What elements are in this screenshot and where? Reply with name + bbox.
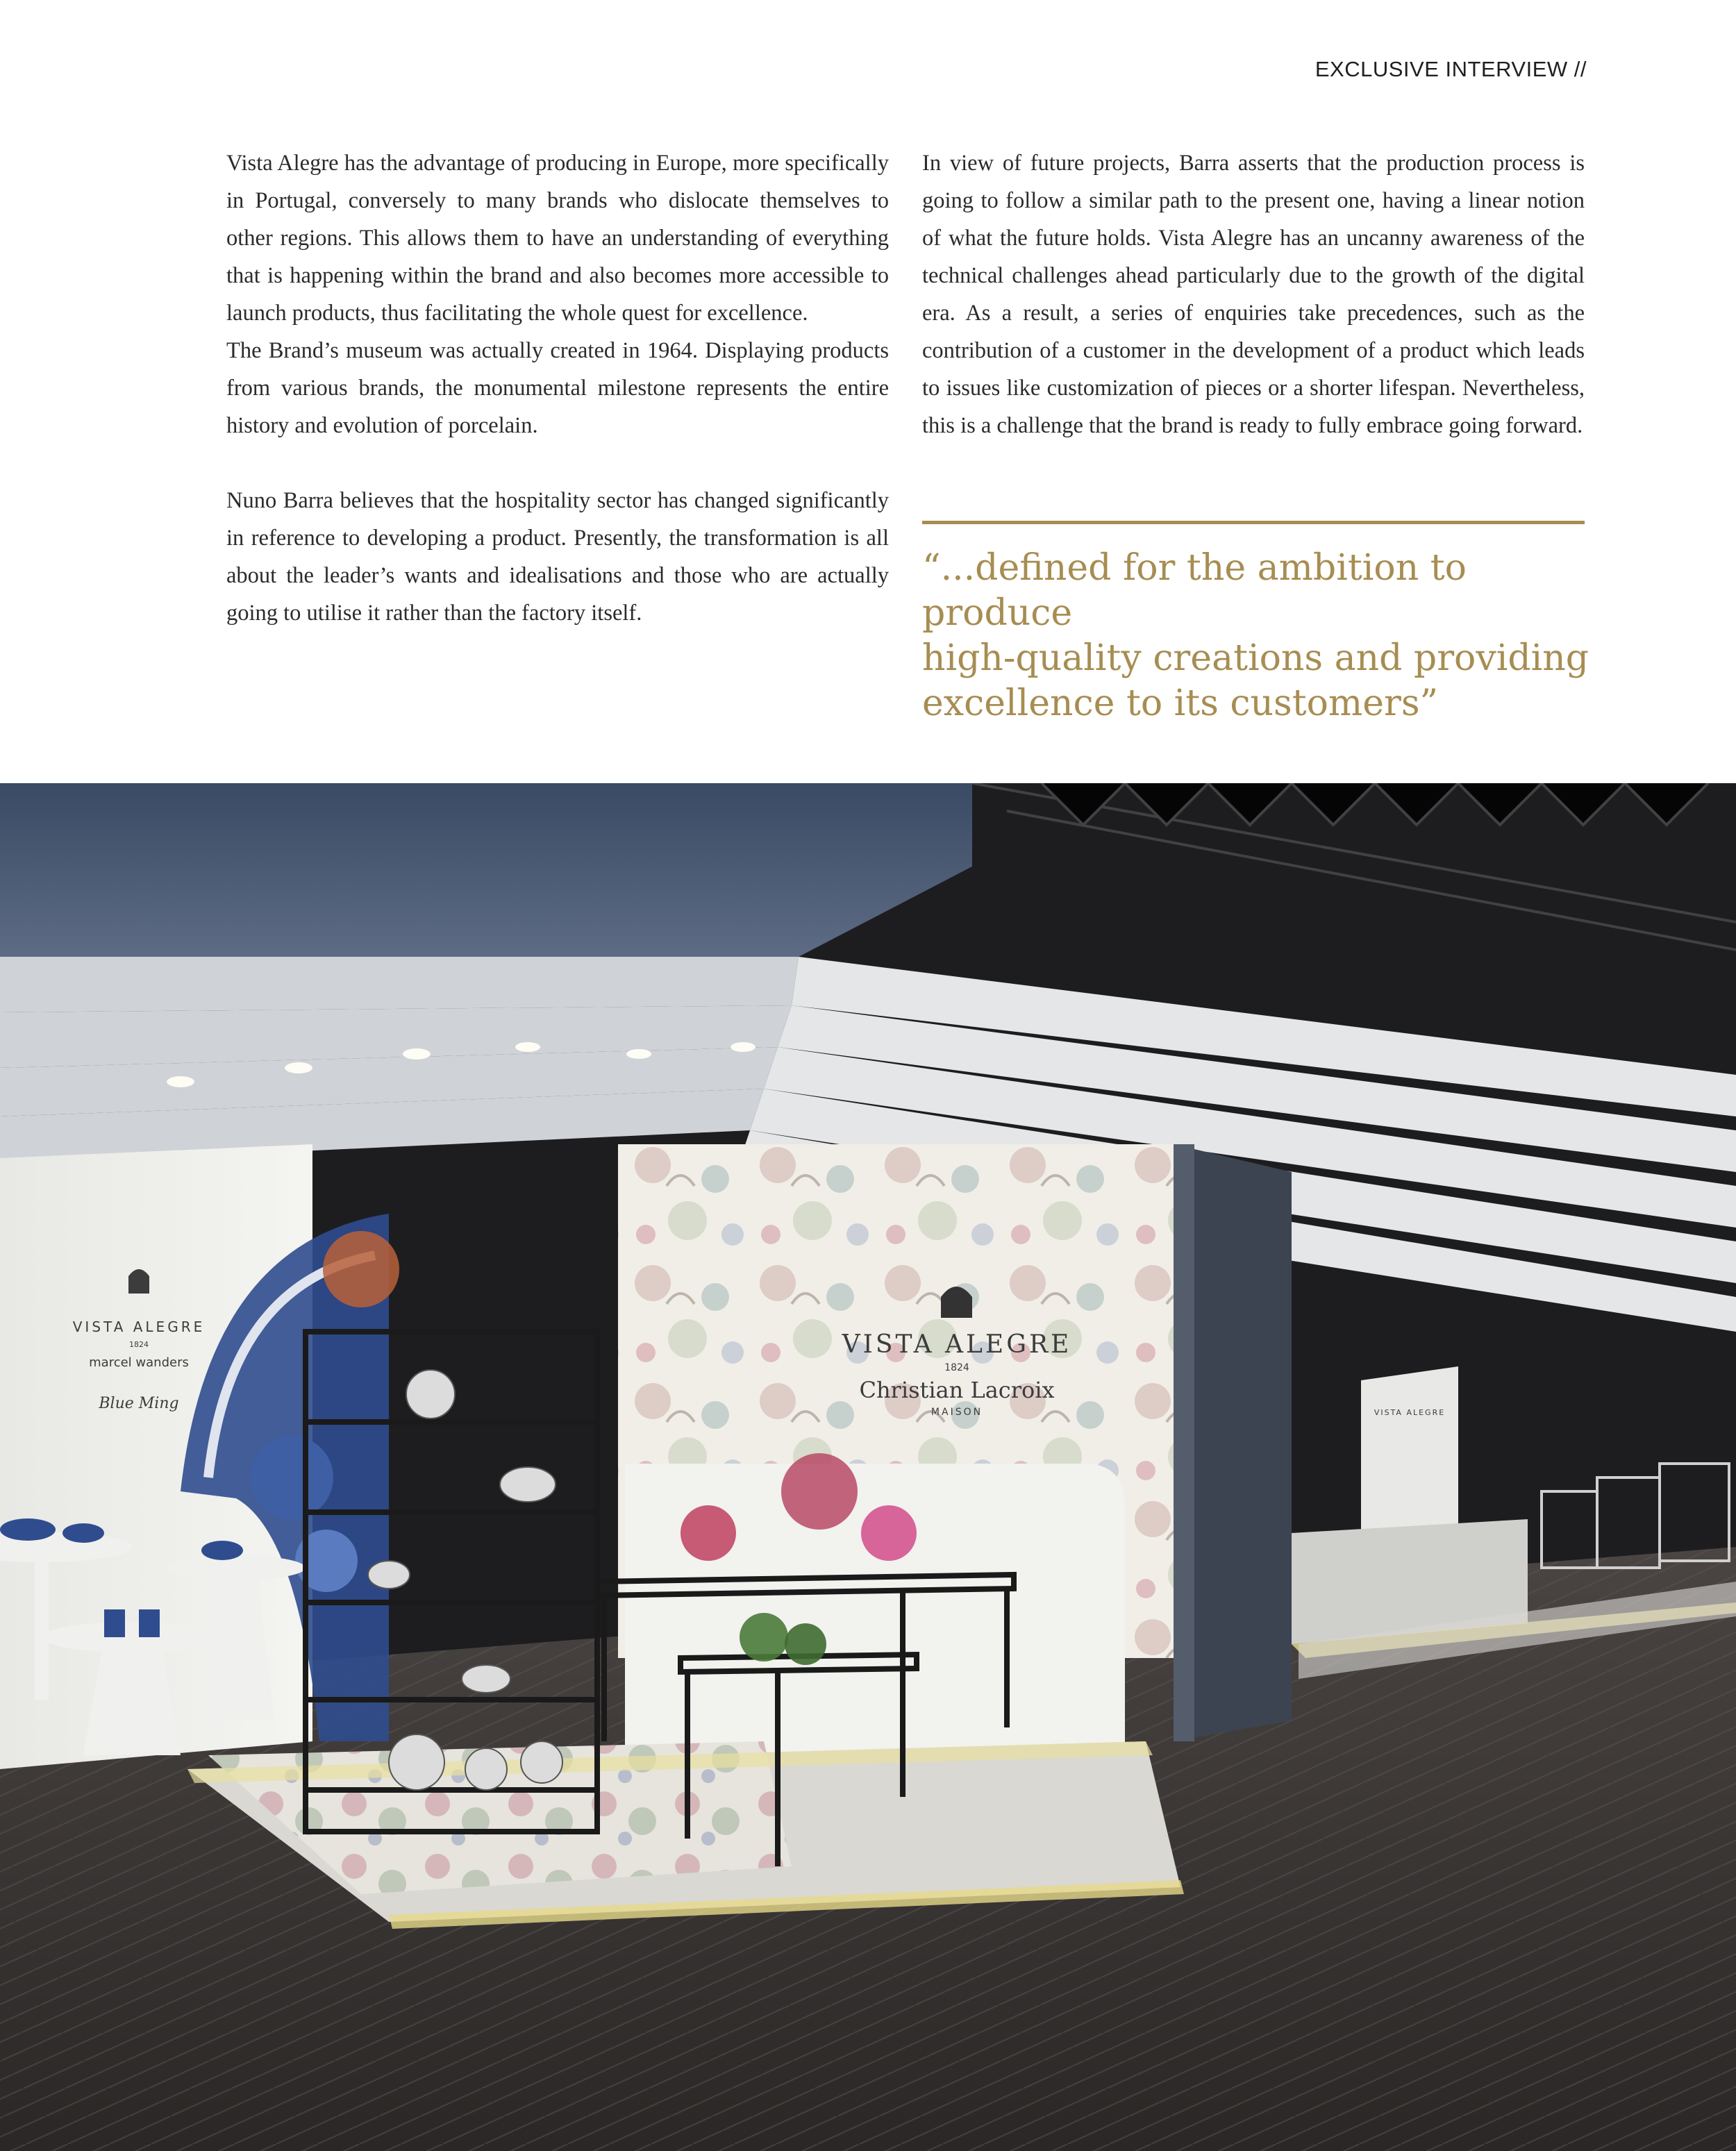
left-wall-year: 1824 xyxy=(129,1340,149,1349)
center-wall-year: 1824 xyxy=(944,1362,969,1373)
section-header: EXCLUSIVE INTERVIEW // xyxy=(1314,57,1587,81)
center-wall-sub: MAISON xyxy=(930,1407,983,1418)
center-wall-brand: VISTA ALEGRE xyxy=(842,1330,1072,1359)
left-text-column xyxy=(226,144,889,632)
vista-alegre-crown-icon xyxy=(128,1269,149,1294)
left-wall-brand: VISTA ALEGRE xyxy=(72,1319,206,1335)
left-wall-collection: Blue Ming xyxy=(99,1395,179,1412)
pull-quote-rule xyxy=(922,521,1585,524)
exhibition-stand-photo xyxy=(0,783,1736,2151)
right-text-column xyxy=(922,144,1585,444)
pull-quote-line-3: excellence to its customers” xyxy=(922,683,1439,724)
left-paragraph-1: Vista Alegre has the advantage of producing in Europe, more specifically in Portugal, conversely to many brands who dislocate themselves to other regions. This allows them to have an understanding of everything that is happening within the brand and also becomes more accessible to launch products, thus facilitating the whole quest for excellence. xyxy=(226,151,889,326)
center-wall-collab: Christian Lacroix xyxy=(859,1377,1055,1403)
left-paragraph-3: Nuno Barra believes that the hospitality sector has changed significantly in reference to developing a product. Presently, the transformation is all about the leader’s wants and idealisations and those who are actually going to utilise it rather than the factory itself. xyxy=(226,488,889,626)
right-paragraph-1: In view of future projects, Barra asserts that the production process is going to follow a similar path to the present one, having a linear notion of what the future holds. Vista Alegre has an uncanny awareness of the technical challenges ahead particularly due to the growth of the digital era. As a result, a series of enquiries take precedences, such as the contribution of a customer in the development of a product which leads to issues like customization of pieces or a shorter lifespan. Nevertheless, this is a challenge that the brand is ready to fully embrace going forward. xyxy=(922,151,1585,438)
pull-quote-line-2: high-quality creations and providing xyxy=(922,637,1589,679)
pull-quote-line-1: “...defined for the ambition to produce xyxy=(922,547,1467,634)
pull-quote xyxy=(922,546,1603,726)
left-paragraph-2: The Brand’s museum was actually created in 1964. Displaying products from various brands, the monumental milestone represents the entire history and evolution of porcelain. xyxy=(226,338,889,438)
left-wall-collab: marcel wanders xyxy=(89,1355,189,1370)
right-wall-brand: VISTA ALEGRE xyxy=(1374,1408,1446,1417)
